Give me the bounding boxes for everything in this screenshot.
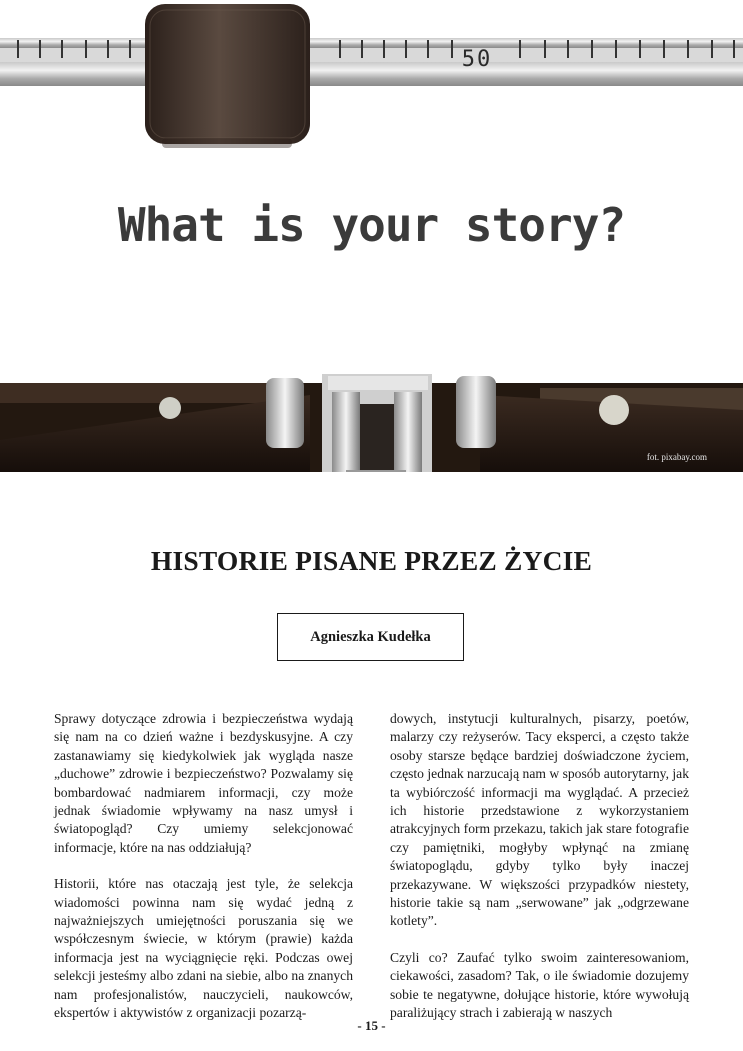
paragraph: Czyli co? Zaufać tylko swoim zainteresowaniom, ciekawości, zasadom? Tak, o ile świadomie dozujemy sobie te negatywne, dołujące historie, które wywołują paraliżujący strach i zabierają w naszych <box>390 949 689 1021</box>
paragraph: Historii, które nas otaczają jest tyle, że selekcja wiadomości powinna nam się wydać jedną z najważniejszych umiejętności poruszania się we współczesnym świecie, w którym (prawie) każda informacja jest na wyciągnięcie ręki. Podczas owej selekcji jesteśmy albo zdani na siebie, albo na znanych nam profesjonalistów, nauczycieli, naukowców, ekspertów i aktywistów z organizacji pozarzą- <box>54 876 353 1021</box>
paragraph: dowych, instytucji kulturalnych, pisarzy, poetów, malarzy czy reżyserów. Tacy eksperci, a często także osoby starsze będące bardziej doświadczone życiem, często jednak narzucają nam w sposób autorytarny, jak ta wybiórczość informacji ma wyglądać. A przecież ich historie przedstawione z wykorzystaniem atrakcyjnych form przekazu, takich jak stare fotografie czy pamiętniki, mogłyby wpłynąć na zmianę światopoglądu, gdyby tylko były inaczej przekazywane. W większości przypadków niestety, historie takie są nam „serwowane” jak „odgrzewane kotlety”. <box>390 711 689 929</box>
hero-headline: What is your story? <box>117 198 626 252</box>
text-column-right <box>390 710 689 1041</box>
paragraph: Sprawy dotyczące zdrowia i bezpieczeństwa wydają się nam na co dzień ważne i bezdyskusyjne. A czy zastanawiamy się kiedykolwiek jak wygląda nasze „duchowe” zdrowie i bezpieczeństwo? Pozwalamy się bombardować nadmiarem informacji, czy może jednak świadomie wpływamy na nasz umysł i światopogląd? Czy umiemy selekcjonować informacje, które na nas oddziałują? <box>54 711 353 855</box>
article-title: HISTORIE PISANE PRZEZ ŻYCIE <box>150 545 593 576</box>
author-box <box>277 613 464 661</box>
author-name: Agnieszka Kudełka <box>310 628 431 645</box>
text-column-left <box>54 710 353 1041</box>
page-number: - 15 - <box>357 1018 386 1033</box>
svg-text:50: 50 <box>461 47 493 72</box>
header-photo <box>0 0 743 472</box>
photo-credit: fot. pixabay.com <box>646 452 707 462</box>
